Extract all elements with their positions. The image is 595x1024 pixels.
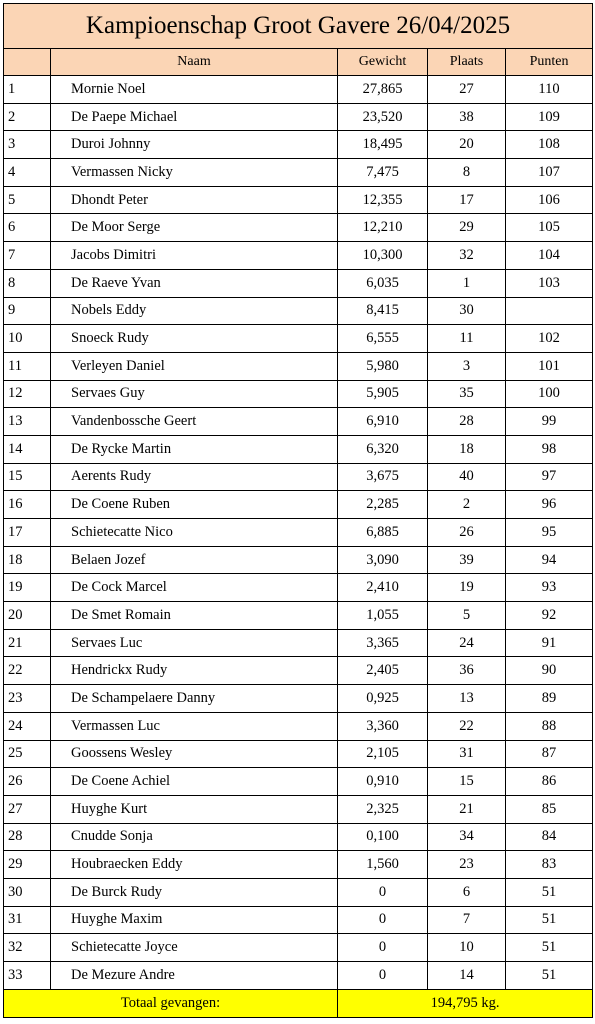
rank-cell: 8	[4, 269, 51, 297]
rank-cell: 4	[4, 159, 51, 187]
name-cell: Vermassen Nicky	[51, 159, 338, 187]
name-cell: Duroi Johnny	[51, 131, 338, 159]
name-cell: Houbraecken Eddy	[51, 851, 338, 879]
points-cell: 51	[506, 906, 593, 934]
name-cell: De Coene Achiel	[51, 768, 338, 796]
column-header-nr	[4, 49, 51, 76]
rank-cell: 21	[4, 629, 51, 657]
points-cell: 96	[506, 491, 593, 519]
place-cell: 1	[428, 269, 506, 297]
weight-cell: 7,475	[338, 159, 428, 187]
rank-cell: 19	[4, 574, 51, 602]
points-cell: 110	[506, 76, 593, 104]
place-cell: 38	[428, 103, 506, 131]
points-cell: 51	[506, 962, 593, 990]
column-header-plaats: Plaats	[428, 49, 506, 76]
weight-cell: 1,560	[338, 851, 428, 879]
rank-cell: 26	[4, 768, 51, 796]
table-row	[4, 297, 593, 325]
column-header-gewicht: Gewicht	[338, 49, 428, 76]
name-cell: De Smet Romain	[51, 602, 338, 630]
points-cell: 89	[506, 685, 593, 713]
place-cell: 29	[428, 214, 506, 242]
place-cell: 24	[428, 629, 506, 657]
place-cell: 7	[428, 906, 506, 934]
name-cell: De Moor Serge	[51, 214, 338, 242]
rank-cell: 28	[4, 823, 51, 851]
weight-cell: 3,365	[338, 629, 428, 657]
place-cell: 5	[428, 602, 506, 630]
points-cell: 93	[506, 574, 593, 602]
name-cell: Servaes Guy	[51, 380, 338, 408]
table-row	[4, 491, 593, 519]
table-row	[4, 962, 593, 990]
table-row	[4, 740, 593, 768]
points-cell: 100	[506, 380, 593, 408]
column-header-punten: Punten	[506, 49, 593, 76]
name-cell: Hendrickx Rudy	[51, 657, 338, 685]
weight-cell: 6,910	[338, 408, 428, 436]
rank-cell: 12	[4, 380, 51, 408]
rank-cell: 31	[4, 906, 51, 934]
weight-cell: 2,285	[338, 491, 428, 519]
name-cell: Goossens Wesley	[51, 740, 338, 768]
points-cell: 103	[506, 269, 593, 297]
points-cell: 90	[506, 657, 593, 685]
rank-cell: 20	[4, 602, 51, 630]
weight-cell: 2,410	[338, 574, 428, 602]
rank-cell: 24	[4, 712, 51, 740]
place-cell: 17	[428, 186, 506, 214]
total-label: Totaal gevangen:	[4, 989, 338, 1017]
place-cell: 10	[428, 934, 506, 962]
rank-cell: 17	[4, 519, 51, 547]
table-row	[4, 685, 593, 713]
table-row	[4, 519, 593, 547]
rank-cell: 3	[4, 131, 51, 159]
table-row	[4, 768, 593, 796]
rank-cell: 27	[4, 795, 51, 823]
place-cell: 23	[428, 851, 506, 879]
header-row	[4, 49, 593, 76]
points-cell: 51	[506, 878, 593, 906]
table-row	[4, 242, 593, 270]
points-cell: 98	[506, 435, 593, 463]
place-cell: 11	[428, 325, 506, 353]
table-row	[4, 851, 593, 879]
table-row	[4, 574, 593, 602]
name-cell: Belaen Jozef	[51, 546, 338, 574]
name-cell: Schietecatte Joyce	[51, 934, 338, 962]
place-cell: 22	[428, 712, 506, 740]
weight-cell: 0	[338, 934, 428, 962]
rank-cell: 16	[4, 491, 51, 519]
table-body	[4, 76, 593, 990]
results-table	[3, 3, 593, 1018]
table-row	[4, 76, 593, 104]
table-row	[4, 657, 593, 685]
points-cell: 94	[506, 546, 593, 574]
table-row	[4, 214, 593, 242]
place-cell: 13	[428, 685, 506, 713]
points-cell: 92	[506, 602, 593, 630]
place-cell: 6	[428, 878, 506, 906]
name-cell: Dhondt Peter	[51, 186, 338, 214]
weight-cell: 0	[338, 878, 428, 906]
weight-cell: 6,320	[338, 435, 428, 463]
weight-cell: 5,980	[338, 352, 428, 380]
rank-cell: 11	[4, 352, 51, 380]
name-cell: De Coene Ruben	[51, 491, 338, 519]
rank-cell: 32	[4, 934, 51, 962]
name-cell: Servaes Luc	[51, 629, 338, 657]
points-cell: 109	[506, 103, 593, 131]
points-cell: 87	[506, 740, 593, 768]
place-cell: 36	[428, 657, 506, 685]
weight-cell: 8,415	[338, 297, 428, 325]
weight-cell: 0	[338, 962, 428, 990]
weight-cell: 12,210	[338, 214, 428, 242]
name-cell: Snoeck Rudy	[51, 325, 338, 353]
points-cell: 86	[506, 768, 593, 796]
name-cell: De Cock Marcel	[51, 574, 338, 602]
place-cell: 18	[428, 435, 506, 463]
name-cell: Schietecatte Nico	[51, 519, 338, 547]
rank-cell: 2	[4, 103, 51, 131]
name-cell: Huyghe Maxim	[51, 906, 338, 934]
points-cell: 84	[506, 823, 593, 851]
points-cell: 99	[506, 408, 593, 436]
rank-cell: 14	[4, 435, 51, 463]
place-cell: 2	[428, 491, 506, 519]
rank-cell: 30	[4, 878, 51, 906]
table-row	[4, 906, 593, 934]
table-row	[4, 269, 593, 297]
table-row	[4, 435, 593, 463]
rank-cell: 15	[4, 463, 51, 491]
table-row	[4, 878, 593, 906]
name-cell: Verleyen Daniel	[51, 352, 338, 380]
rank-cell: 13	[4, 408, 51, 436]
weight-cell: 2,405	[338, 657, 428, 685]
points-cell: 97	[506, 463, 593, 491]
points-cell: 107	[506, 159, 593, 187]
name-cell: Nobels Eddy	[51, 297, 338, 325]
place-cell: 28	[428, 408, 506, 436]
place-cell: 19	[428, 574, 506, 602]
points-cell: 105	[506, 214, 593, 242]
name-cell: De Rycke Martin	[51, 435, 338, 463]
rank-cell: 1	[4, 76, 51, 104]
weight-cell: 0,910	[338, 768, 428, 796]
weight-cell: 12,355	[338, 186, 428, 214]
place-cell: 26	[428, 519, 506, 547]
rank-cell: 5	[4, 186, 51, 214]
place-cell: 20	[428, 131, 506, 159]
weight-cell: 2,105	[338, 740, 428, 768]
name-cell: Vandenbossche Geert	[51, 408, 338, 436]
name-cell: Mornie Noel	[51, 76, 338, 104]
points-cell: 83	[506, 851, 593, 879]
points-cell: 85	[506, 795, 593, 823]
weight-cell: 23,520	[338, 103, 428, 131]
points-cell: 51	[506, 934, 593, 962]
results-sheet	[3, 3, 592, 1018]
weight-cell: 3,675	[338, 463, 428, 491]
table-row	[4, 186, 593, 214]
weight-cell: 3,360	[338, 712, 428, 740]
total-value: 194,795 kg.	[338, 989, 593, 1017]
name-cell: De Schampelaere Danny	[51, 685, 338, 713]
weight-cell: 27,865	[338, 76, 428, 104]
name-cell: Cnudde Sonja	[51, 823, 338, 851]
weight-cell: 5,905	[338, 380, 428, 408]
weight-cell: 6,885	[338, 519, 428, 547]
page-title: Kampioenschap Groot Gavere 26/04/2025	[4, 4, 593, 49]
points-cell: 101	[506, 352, 593, 380]
weight-cell: 0,100	[338, 823, 428, 851]
table-row	[4, 602, 593, 630]
table-row	[4, 380, 593, 408]
rank-cell: 7	[4, 242, 51, 270]
place-cell: 3	[428, 352, 506, 380]
name-cell: De Mezure Andre	[51, 962, 338, 990]
points-cell	[506, 297, 593, 325]
name-cell: De Burck Rudy	[51, 878, 338, 906]
table-row	[4, 408, 593, 436]
place-cell: 35	[428, 380, 506, 408]
table-row	[4, 131, 593, 159]
weight-cell: 0	[338, 906, 428, 934]
points-cell: 106	[506, 186, 593, 214]
place-cell: 14	[428, 962, 506, 990]
weight-cell: 1,055	[338, 602, 428, 630]
points-cell: 104	[506, 242, 593, 270]
column-header-naam: Naam	[51, 49, 338, 76]
rank-cell: 23	[4, 685, 51, 713]
place-cell: 40	[428, 463, 506, 491]
table-row	[4, 795, 593, 823]
table-row	[4, 629, 593, 657]
place-cell: 39	[428, 546, 506, 574]
table-row	[4, 463, 593, 491]
name-cell: De Paepe Michael	[51, 103, 338, 131]
place-cell: 15	[428, 768, 506, 796]
table-row	[4, 823, 593, 851]
rank-cell: 18	[4, 546, 51, 574]
place-cell: 31	[428, 740, 506, 768]
rank-cell: 6	[4, 214, 51, 242]
table-row	[4, 352, 593, 380]
place-cell: 34	[428, 823, 506, 851]
name-cell: Vermassen Luc	[51, 712, 338, 740]
weight-cell: 10,300	[338, 242, 428, 270]
table-row	[4, 934, 593, 962]
rank-cell: 29	[4, 851, 51, 879]
points-cell: 88	[506, 712, 593, 740]
place-cell: 27	[428, 76, 506, 104]
table-row	[4, 712, 593, 740]
table-row	[4, 159, 593, 187]
total-row	[4, 989, 593, 1017]
table-row	[4, 325, 593, 353]
place-cell: 30	[428, 297, 506, 325]
weight-cell: 18,495	[338, 131, 428, 159]
rank-cell: 9	[4, 297, 51, 325]
weight-cell: 3,090	[338, 546, 428, 574]
rank-cell: 25	[4, 740, 51, 768]
points-cell: 102	[506, 325, 593, 353]
points-cell: 91	[506, 629, 593, 657]
rank-cell: 33	[4, 962, 51, 990]
weight-cell: 6,555	[338, 325, 428, 353]
rank-cell: 22	[4, 657, 51, 685]
weight-cell: 0,925	[338, 685, 428, 713]
weight-cell: 2,325	[338, 795, 428, 823]
table-row	[4, 546, 593, 574]
place-cell: 8	[428, 159, 506, 187]
name-cell: Jacobs Dimitri	[51, 242, 338, 270]
place-cell: 32	[428, 242, 506, 270]
weight-cell: 6,035	[338, 269, 428, 297]
points-cell: 108	[506, 131, 593, 159]
name-cell: De Raeve Yvan	[51, 269, 338, 297]
name-cell: Huyghe Kurt	[51, 795, 338, 823]
rank-cell: 10	[4, 325, 51, 353]
name-cell: Aerents Rudy	[51, 463, 338, 491]
place-cell: 21	[428, 795, 506, 823]
table-row	[4, 103, 593, 131]
points-cell: 95	[506, 519, 593, 547]
